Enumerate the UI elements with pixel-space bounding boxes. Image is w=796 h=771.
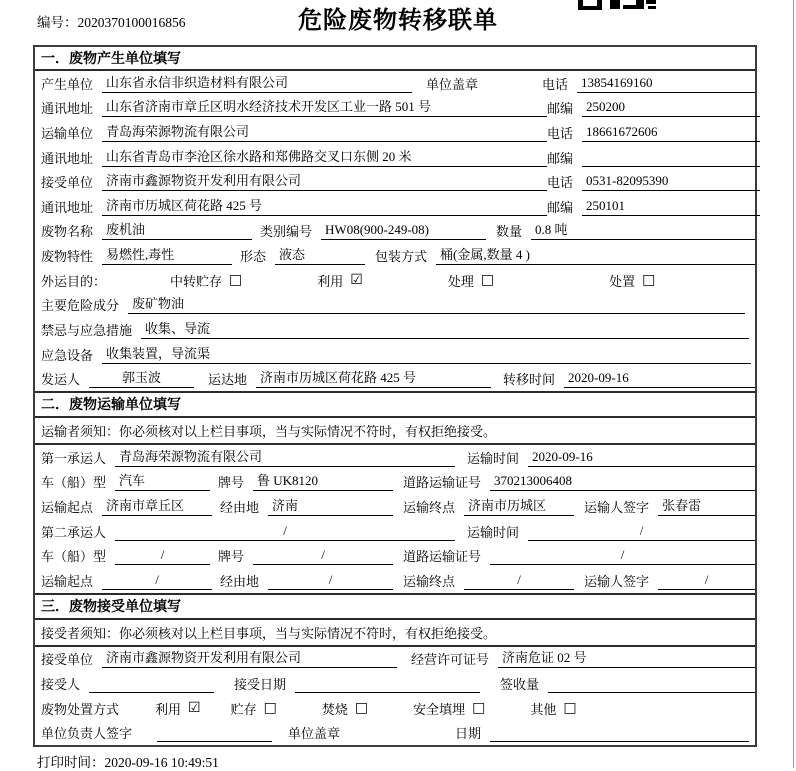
disposal-option-burn <box>277 699 368 718</box>
route-via-value: 济南 <box>268 497 393 516</box>
road-permit-label: 道路运输证号 <box>403 549 482 565</box>
row-waste-name <box>35 219 755 244</box>
page-edge-divider <box>793 0 794 768</box>
date-value <box>490 723 749 742</box>
checkbox-checked-icon: ☑ <box>350 272 363 289</box>
shipper-label: 发运人 <box>41 372 81 388</box>
quantity-value: 0.8 吨 <box>531 221 755 240</box>
unit-seal-label: 单位盖章 <box>426 76 479 92</box>
waste-character-value: 易燃性,毒性 <box>102 246 232 265</box>
section-1-header: 一．废物产生单位填写 <box>35 47 755 71</box>
generator-unit-value: 山东省永信非织造材料有限公司 <box>102 74 412 93</box>
generator-zip-value: 250200 <box>582 98 760 117</box>
route-start-value: 济南市章丘区 <box>102 497 212 516</box>
address-label: 通讯地址 <box>41 150 94 166</box>
zip-label: 邮编 <box>547 101 574 117</box>
route-end-value: / <box>464 571 574 590</box>
transfer-purpose-label: 外运目的： <box>41 273 107 289</box>
vehicle-type-value: 汽车 <box>115 472 210 491</box>
plate-label: 牌号 <box>218 549 245 565</box>
carrier-sign-label: 运输人签字 <box>584 573 650 589</box>
signed-quantity-label: 签收量 <box>500 676 540 692</box>
signed-quantity-value <box>548 674 755 693</box>
row-transport-address <box>35 145 755 170</box>
option-label: 利用 <box>317 273 344 289</box>
row-route-2 <box>35 568 755 593</box>
transport-unit-label: 运输单位 <box>41 126 94 142</box>
route-start-label: 运输起点 <box>41 499 94 515</box>
phone-label: 电话 <box>542 76 569 92</box>
checkbox-icon: □ <box>472 700 486 717</box>
route-end-label: 运输终点 <box>403 499 456 515</box>
checkbox-icon: □ <box>642 272 656 289</box>
checkbox-icon: □ <box>229 272 243 289</box>
waste-name-label: 废物名称 <box>41 224 94 240</box>
phone-label: 电话 <box>547 126 574 142</box>
route-end-value: 济南市历城区 <box>464 497 574 516</box>
row-first-carrier <box>35 445 755 470</box>
transfer-time-label: 转移时间 <box>503 372 556 388</box>
carrier-sign-value: 张春雷 <box>658 497 755 516</box>
row-shipper <box>35 366 755 391</box>
first-carrier-value: 青岛海荣源物流有限公司 <box>115 448 455 467</box>
destination-value: 济南市历城区荷花路 425 号 <box>256 369 491 388</box>
emergency-equipment-value: 收集装置，导流渠 <box>102 345 751 364</box>
responsible-sign-label: 单位负责人签字 <box>41 726 133 742</box>
accept-unit-value: 济南市鑫源物资开发利用有限公司 <box>102 649 397 668</box>
disposal-option-store <box>201 699 277 718</box>
address-label: 通讯地址 <box>41 101 94 117</box>
generator-address-value: 山东省济南市章丘区明水经济技术开发区工业一路 501 号 <box>102 98 547 117</box>
second-carrier-value: / <box>115 522 455 541</box>
shipper-value: 郭玉波 <box>89 369 194 388</box>
disposal-option-landfill <box>368 699 485 718</box>
route-via-value: / <box>268 571 393 590</box>
receiver-address-value: 济南市历城区荷花路 425 号 <box>102 197 547 216</box>
plate-label: 牌号 <box>218 475 245 491</box>
option-label: 利用 <box>155 701 182 717</box>
row-transport-unit <box>35 120 755 145</box>
category-code-label: 类别编号 <box>260 224 313 240</box>
second-carrier-label: 第二承运人 <box>41 524 107 540</box>
waste-name-value: 废机油 <box>102 221 252 240</box>
disposal-method-label: 废物处置方式 <box>41 701 120 717</box>
carrier-sign-label: 运输人签字 <box>584 499 650 515</box>
plate-value: 鲁 UK8120 <box>253 472 393 491</box>
checkbox-icon: □ <box>263 700 277 717</box>
row-generator-address <box>35 96 755 121</box>
road-permit-label: 道路运输证号 <box>403 475 482 491</box>
row-second-carrier <box>35 519 755 544</box>
packing-value: 桶(金属,数量 4 ) <box>436 246 755 265</box>
purpose-option-treat <box>363 271 494 290</box>
plate-value: / <box>253 546 393 565</box>
route-end-label: 运输终点 <box>403 573 456 589</box>
vehicle-type-label: 车（船）型 <box>41 475 107 491</box>
qr-finder-icon <box>578 0 602 10</box>
transport-phone-value: 18661672606 <box>582 123 760 142</box>
row-disposal-method <box>35 696 755 721</box>
carrier-sign-value: / <box>658 571 755 590</box>
row-emergency-equipment <box>35 342 755 367</box>
section-3-header: 三．废物接受单位填写 <box>35 593 755 620</box>
zip-label: 邮编 <box>547 150 574 166</box>
hazard-component-value: 废矿物油 <box>128 295 745 314</box>
page-title: 危险废物转移联单 <box>298 8 498 34</box>
destination-label: 运达地 <box>208 372 248 388</box>
checkbox-icon: □ <box>354 700 369 717</box>
option-label: 安全填埋 <box>413 701 466 717</box>
accept-date-value <box>295 674 480 693</box>
row-route-1 <box>35 494 755 519</box>
accept-person-value <box>89 674 214 693</box>
row-accept-unit <box>35 647 755 672</box>
transfer-time-value: 2020-09-16 <box>564 369 755 388</box>
category-code-value: HW08(900-249-08) <box>321 221 486 240</box>
transport-zip-value <box>582 148 760 167</box>
option-label: 贮存 <box>230 701 257 717</box>
checkbox-checked-icon: ☑ <box>188 700 201 717</box>
hazard-component-label: 主要危险成分 <box>41 298 120 314</box>
unit-seal-label: 单位盖章 <box>288 726 341 742</box>
license-value: 济南危证 02 号 <box>498 649 755 668</box>
receiver-zip-value: 250101 <box>582 197 760 216</box>
transport-address-value: 山东省青岛市李沧区徐水路和郑佛路交叉口东侧 20 米 <box>102 148 547 167</box>
accept-date-label: 接受日期 <box>234 676 287 692</box>
manifest-form <box>33 45 757 747</box>
zip-label: 邮编 <box>547 199 574 215</box>
purpose-option-use <box>242 271 363 290</box>
generator-phone-value: 13854169160 <box>577 74 755 93</box>
packing-label: 包装方式 <box>375 249 428 265</box>
responsible-sign-value <box>157 723 272 742</box>
receiver-notice: 接受者须知：你必须核对以上栏目事项，当与实际情况不符时，有权拒绝接受。 <box>35 620 755 647</box>
license-label: 经营许可证号 <box>411 652 490 668</box>
waste-character-label: 废物特性 <box>41 249 94 265</box>
accept-unit-label: 接受单位 <box>41 652 94 668</box>
route-start-label: 运输起点 <box>41 573 94 589</box>
receiver-unit-value: 济南市鑫源物资开发利用有限公司 <box>102 172 547 191</box>
purpose-option-dispose <box>494 271 655 290</box>
route-via-label: 经由地 <box>220 573 260 589</box>
form-state-label: 形态 <box>240 249 267 265</box>
row-taboo-measures <box>35 317 755 342</box>
address-label: 通讯地址 <box>41 199 94 215</box>
option-label: 其他 <box>530 701 557 717</box>
route-via-label: 经由地 <box>220 499 260 515</box>
row-transfer-purpose <box>35 268 755 293</box>
phone-label: 电话 <box>547 175 574 191</box>
quantity-label: 数量 <box>496 224 523 240</box>
row-responsible-sign <box>35 720 755 745</box>
taboo-measures-label: 禁忌与应急措施 <box>41 322 133 338</box>
option-label: 处理 <box>447 273 474 289</box>
print-time-label: 打印时间： <box>37 755 105 770</box>
disposal-option-other <box>485 699 576 718</box>
serial-label: 编号： <box>37 15 78 30</box>
section-2-header: 二．废物运输单位填写 <box>35 391 755 418</box>
row-accept-person <box>35 671 755 696</box>
route-start-value: / <box>102 571 212 590</box>
row-hazard-component <box>35 292 755 317</box>
transport-unit-value: 青岛海荣源物流有限公司 <box>102 123 547 142</box>
taboo-measures-value: 收集、导流 <box>141 320 749 339</box>
checkbox-icon: □ <box>480 272 495 289</box>
print-time-value: 2020-09-16 10:49:51 <box>104 755 219 770</box>
option-label: 中转贮存 <box>170 273 223 289</box>
row-vehicle-1 <box>35 470 755 495</box>
row-vehicle-2 <box>35 543 755 568</box>
generator-unit-label: 产生单位 <box>41 76 94 92</box>
emergency-equipment-label: 应急设备 <box>41 347 94 363</box>
date-label: 日期 <box>455 726 482 742</box>
transport-time-value: / <box>528 522 755 541</box>
option-label: 焚烧 <box>321 701 348 717</box>
transporter-notice: 运输者须知：你必须核对以上栏目事项，当与实际情况不符时，有权拒绝接受。 <box>35 418 755 445</box>
disposal-option-use <box>128 699 201 718</box>
serial-value: 2020370100016856 <box>77 15 186 30</box>
transport-time-value: 2020-09-16 <box>528 448 755 467</box>
print-time <box>37 751 219 771</box>
transport-time-label: 运输时间 <box>467 450 520 466</box>
row-waste-character <box>35 243 755 268</box>
vehicle-type-label: 车（船）型 <box>41 549 107 565</box>
purpose-option-storage <box>115 271 242 290</box>
checkbox-icon: □ <box>563 700 577 717</box>
row-receiver-address <box>35 194 755 219</box>
accept-person-label: 接受人 <box>41 676 81 692</box>
row-receiver-unit <box>35 169 755 194</box>
vehicle-type-value: / <box>115 546 210 565</box>
option-label: 处置 <box>609 273 636 289</box>
row-generator-unit <box>35 71 755 96</box>
receiver-phone-value: 0531-82095390 <box>582 172 760 191</box>
form-state-value: 液态 <box>275 246 365 265</box>
first-carrier-label: 第一承运人 <box>41 450 107 466</box>
transport-time-label: 运输时间 <box>467 524 520 540</box>
receiver-unit-label: 接受单位 <box>41 175 94 191</box>
road-permit-value: 370213006408 <box>490 472 755 491</box>
qr-code-fragment <box>578 0 658 10</box>
road-permit-value: / <box>490 546 755 565</box>
